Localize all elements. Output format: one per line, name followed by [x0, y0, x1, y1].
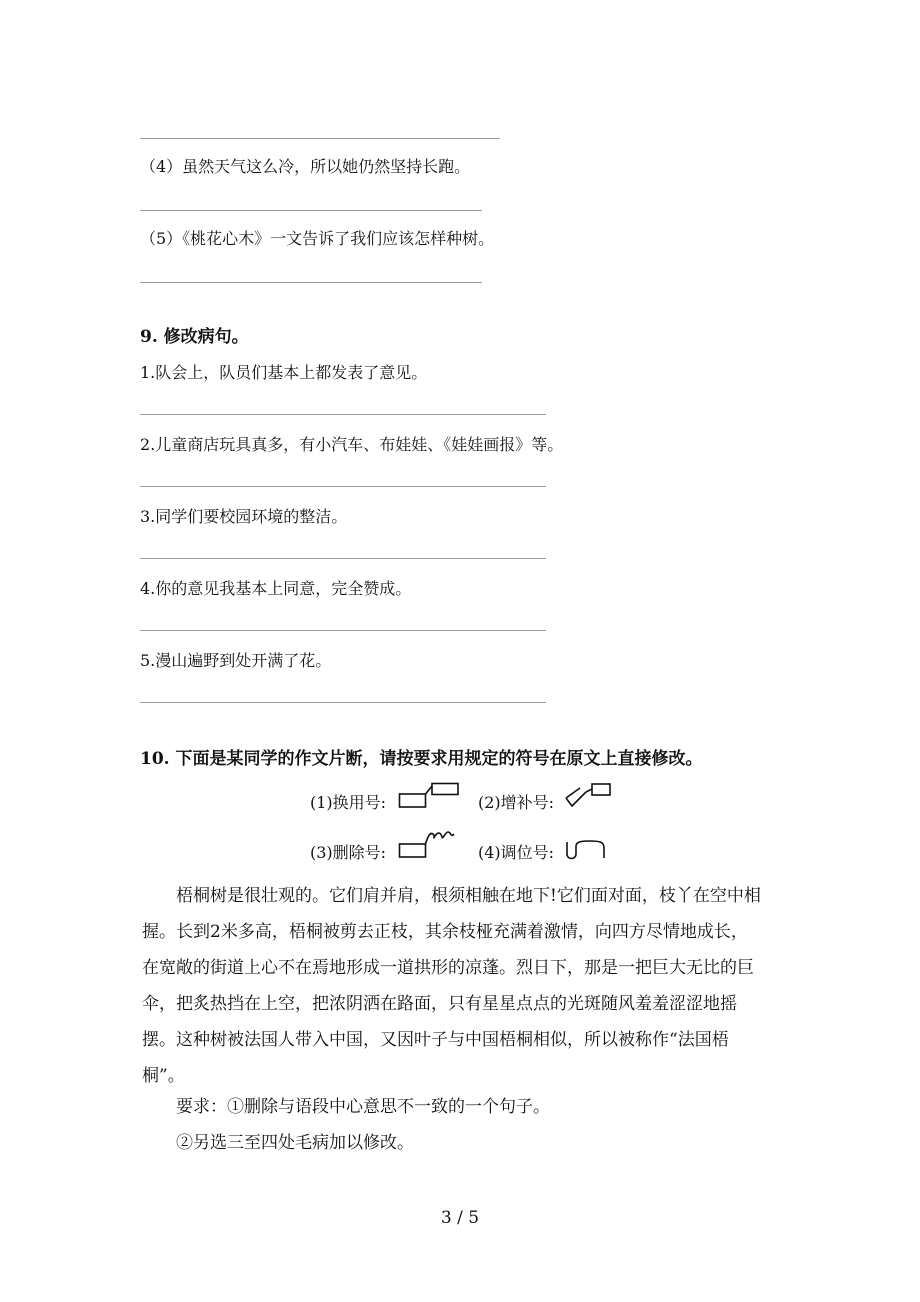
prev-item-4: （4）虽然天气这么冷，所以她仍然坚持长跑。: [140, 157, 471, 176]
q9-item-3: 3.同学们要校园环境的整洁。: [140, 507, 348, 526]
requirement-2: ②另选三至四处毛病加以修改。: [176, 1133, 414, 1153]
answer-line[interactable]: [140, 138, 500, 139]
q9-item-5: 5.漫山遍野到处开满了花。: [140, 651, 332, 670]
answer-line[interactable]: [140, 414, 546, 415]
symbol-label-swap: (1)换用号:: [310, 793, 387, 812]
answer-line[interactable]: [140, 486, 546, 487]
symbol-label-reorder: (4)调位号:: [478, 843, 555, 862]
q9-item-4: 4.你的意见我基本上同意，完全赞成。: [140, 579, 412, 598]
page-number: 3 / 5: [440, 1208, 480, 1228]
question-10-title: 10. 下面是某同学的作文片断，请按要求用规定的符号在原文上直接修改。: [140, 749, 703, 769]
prev-item-5: （5）《桃花心木》一文告诉了我们应该怎样种树。: [140, 229, 495, 248]
delete-mark-icon: [398, 828, 460, 860]
answer-line[interactable]: [140, 630, 546, 631]
insert-mark-icon: [564, 782, 614, 810]
question-9-title: 9. 修改病句。: [140, 327, 249, 347]
reorder-mark-icon: [564, 838, 614, 862]
passage: 梧桐树是很壮观的。它们肩并肩，根须相触在地下!它们面对面，枝丫在空中相握。长到2米多高，梧桐被剪去正枝，其余枝桠充满着激情，向四方尽情地成长，在宽敞的街道上心不在焉地形成一道拱形的凉蓬。烈日下，那是一把巨大无比的巨伞，把炙热挡在上空，把浓阴洒在路面，只有星星点点的光斑随风羞羞涩涩地摇摆。这种树被法国人带入中国，又因叶子与中国梧桐相似，所以被称作“法国梧桐”。: [142, 886, 761, 1086]
answer-line[interactable]: [140, 702, 546, 703]
symbol-label-insert: (2)增补号:: [478, 793, 555, 812]
answer-line[interactable]: [140, 558, 546, 559]
q9-item-2: 2.儿童商店玩具真多，有小汽车、布娃娃、《娃娃画报》等。: [140, 435, 564, 454]
symbol-label-delete: (3)删除号:: [310, 843, 387, 862]
answer-line[interactable]: [140, 282, 482, 283]
swap-mark-icon: [398, 782, 460, 810]
answer-line[interactable]: [140, 210, 482, 211]
q9-item-1: 1.队会上，队员们基本上都发表了意见。: [140, 363, 428, 382]
requirement-1: 要求：①删除与语段中心意思不一致的一个句子。: [176, 1097, 550, 1117]
